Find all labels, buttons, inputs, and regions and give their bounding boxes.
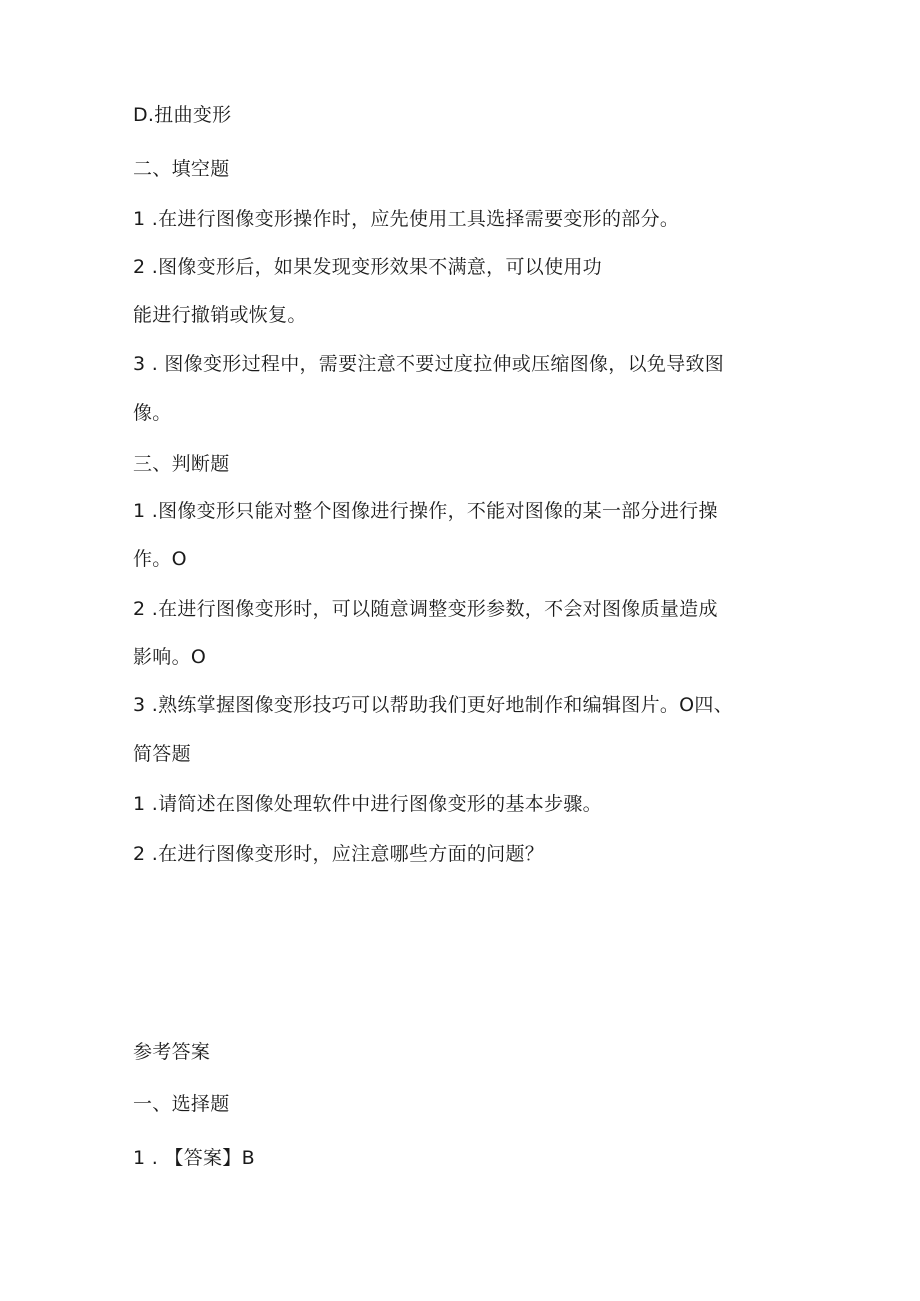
tf-question-1-cont: 作。O [133, 548, 187, 570]
fill-question-2: 2 .图像变形后，如果发现变形效果不满意，可以使用功 [133, 256, 602, 278]
short-question-2: 2 .在进行图像变形时，应注意哪些方面的问题？ [133, 843, 545, 865]
fill-question-3: 3 . 图像变形过程中，需要注意不要过度拉伸或压缩图像，以免导致图 [133, 353, 725, 375]
fill-question-3-cont: 像。 [133, 402, 172, 424]
tf-question-2-cont: 影响。O [133, 646, 207, 668]
fill-question-1: 1 .在进行图像变形操作时，应先使用工具选择需要变形的部分。 [133, 208, 680, 230]
fill-question-2-cont: 能进行撤销或恢复。 [133, 304, 307, 326]
section-heading-fill-in: 二、填空题 [133, 158, 230, 180]
short-question-1: 1 .请简述在图像处理软件中进行图像变形的基本步骤。 [133, 793, 602, 815]
section-heading-multiple-choice: 一、选择题 [133, 1093, 230, 1115]
tf-question-3: 3 .熟练掌握图像变形技巧可以帮助我们更好地制作和编辑图片。O四、 [133, 694, 734, 716]
section-heading-true-false: 三、判断题 [133, 453, 230, 475]
option-d: D.扭曲变形 [133, 104, 232, 126]
tf-question-2: 2 .在进行图像变形时，可以随意调整变形参数，不会对图像质量造成 [133, 598, 718, 620]
tf-question-1: 1 .图像变形只能对整个图像进行操作，不能对图像的某一部分进行操 [133, 500, 718, 522]
section-heading-short-answer: 简答题 [133, 743, 191, 765]
answer-key-heading: 参考答案 [133, 1041, 211, 1063]
answer-1: 1 . 【答案】B [133, 1147, 255, 1169]
